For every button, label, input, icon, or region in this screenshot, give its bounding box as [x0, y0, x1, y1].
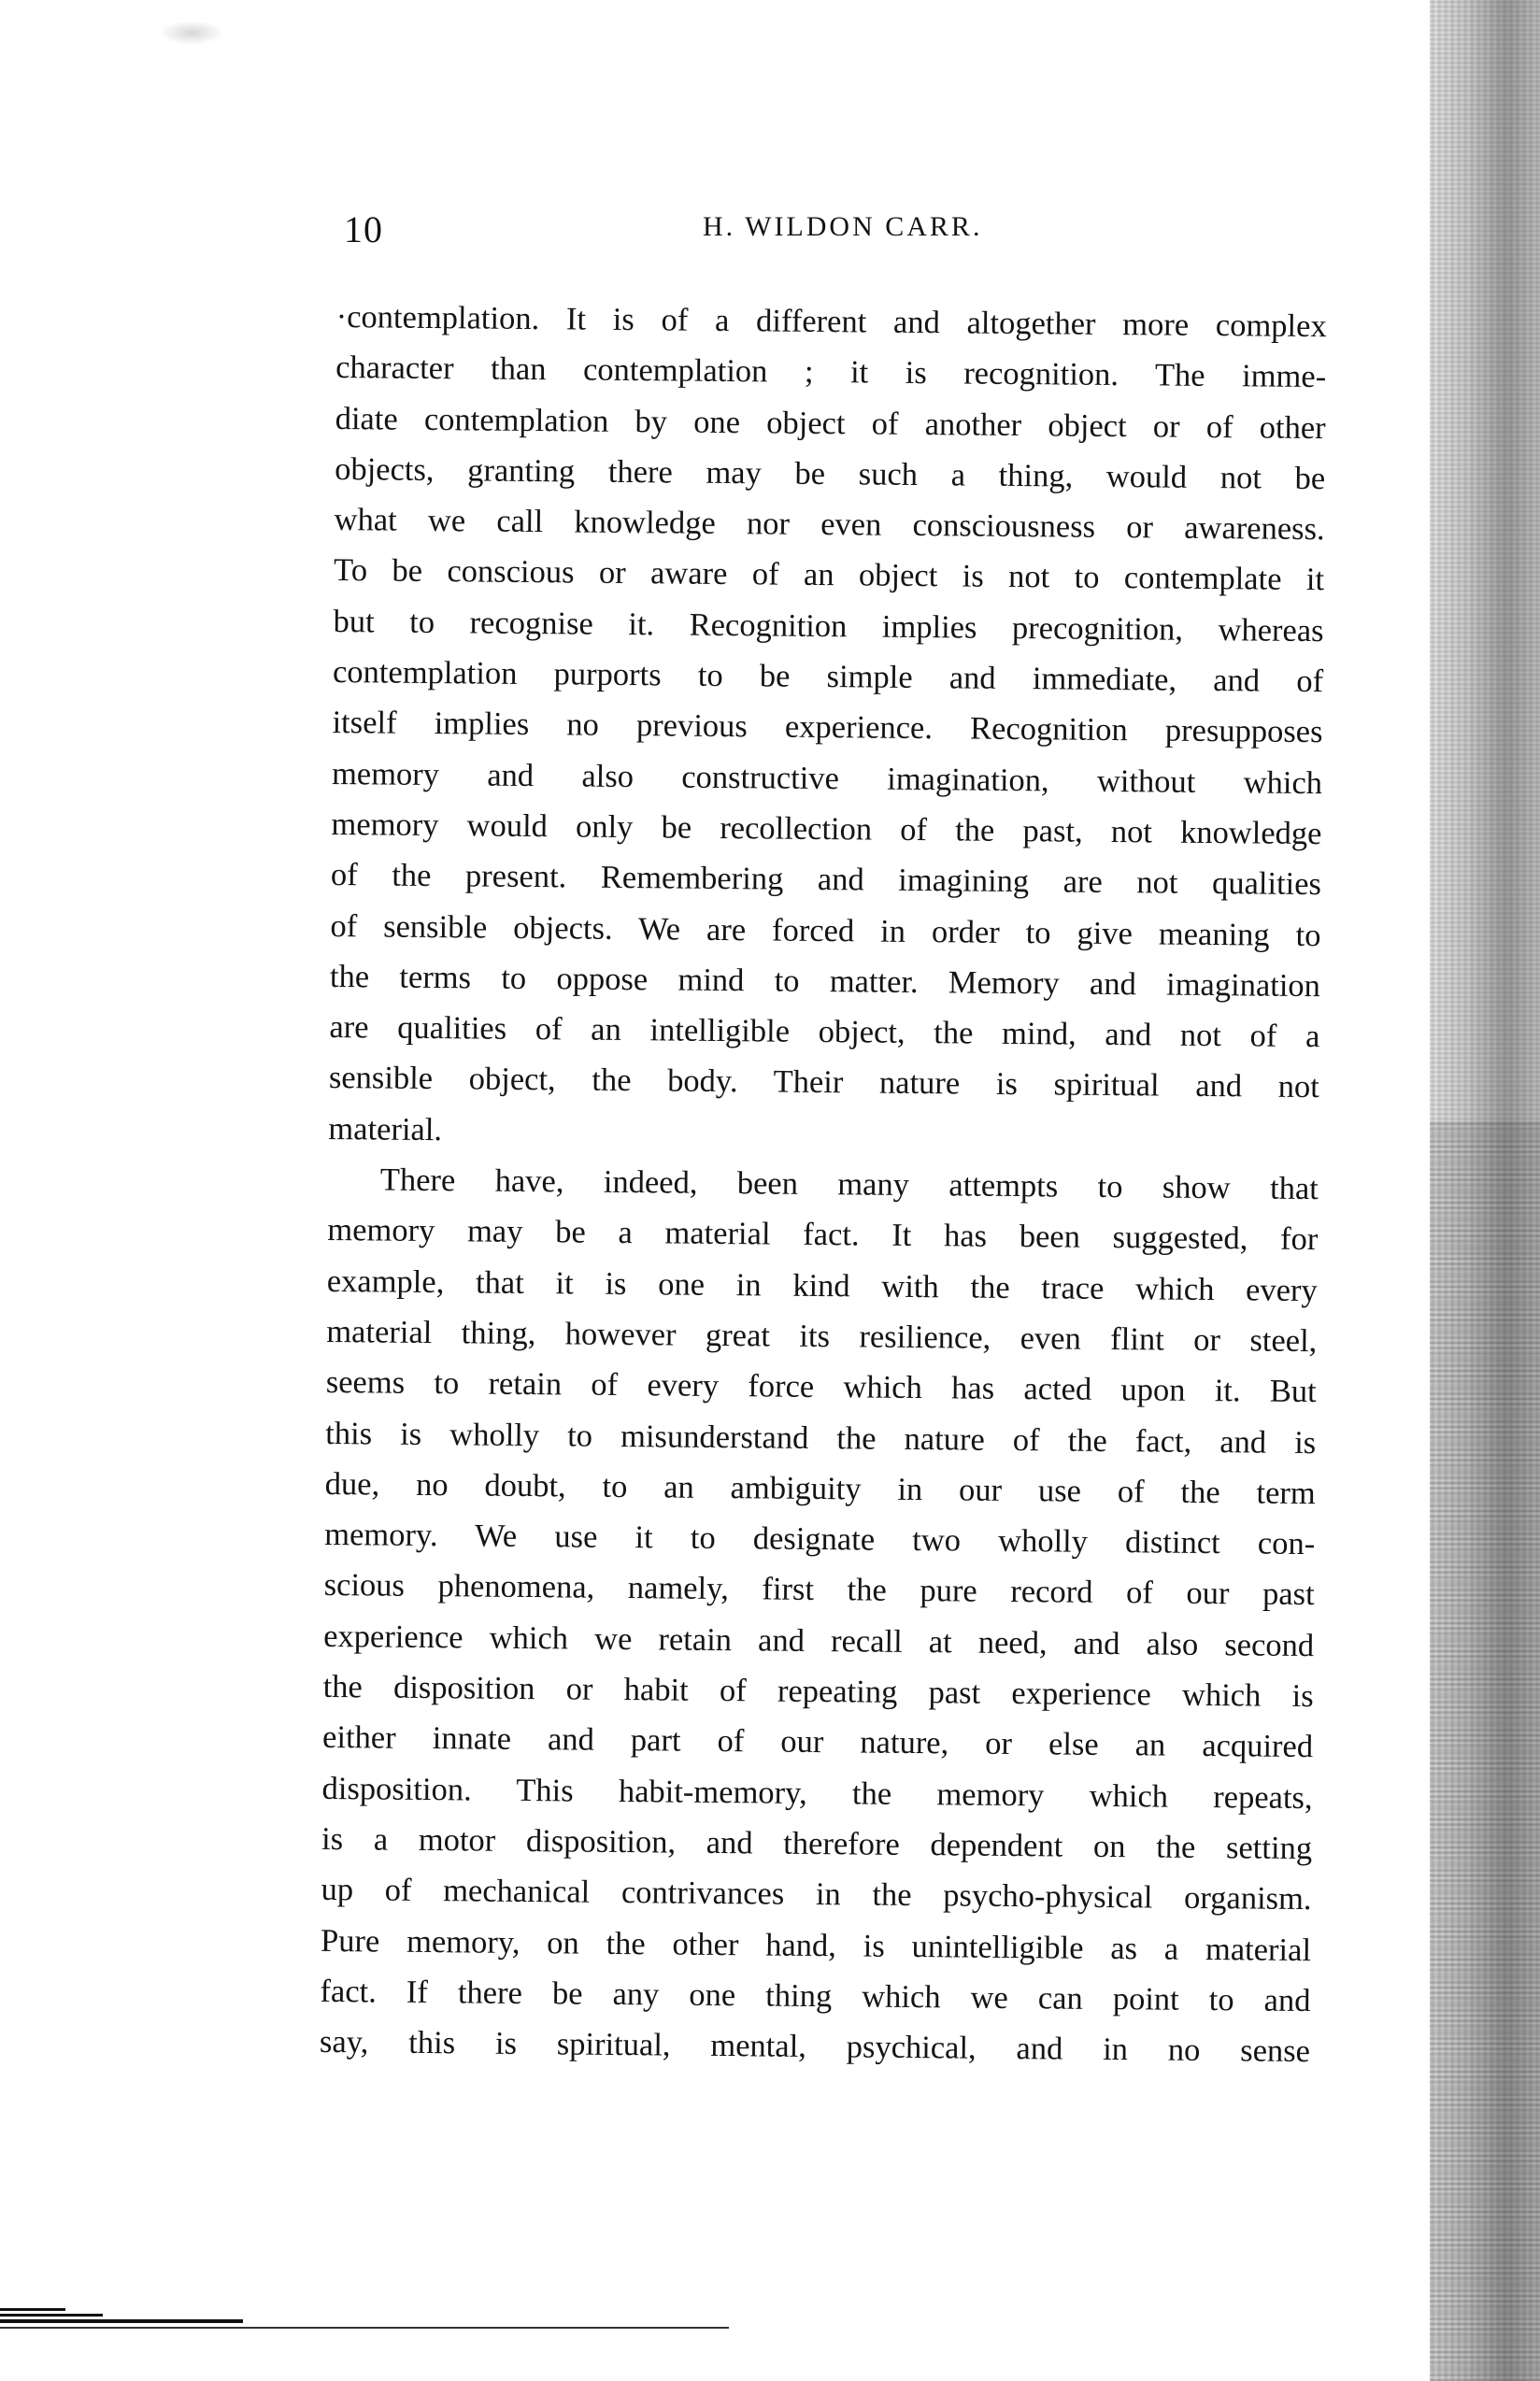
text-line: material. [328, 1110, 443, 1148]
text-line: the terms to oppose mind to matter. Memory and imagination [329, 958, 1321, 1004]
text-line: experience which we retain and recall at need, and also second [323, 1618, 1315, 1663]
text-line: itself implies no previous experience. Recognition presupposes [332, 705, 1323, 750]
text-line: disposition. This habit-memory, the memory which repeats, [321, 1770, 1313, 1816]
text-line: are qualities of an intelligible object, the mind, and not of a [329, 1009, 1320, 1055]
text-line: ·contemplation. It is of a different and altogether more complex [335, 298, 1327, 345]
text-line: is a motor disposition, and therefore dependent on the setting [321, 1820, 1313, 1867]
text-line: memory would only be recollection of the past, not knowledge [331, 806, 1322, 852]
text-line: There have, indeed, been many attempts to show that [379, 1162, 1319, 1207]
text-line: this is wholly to misunderstand the nature of the fact, and is [325, 1415, 1317, 1461]
text-line: example, that it is one in kind with the trace which every [326, 1262, 1318, 1308]
body-text [320, 292, 1327, 2076]
running-head: H. WILDON CARR. [703, 211, 983, 242]
text-line: of the present. Remembering and imagining are not qualities [330, 857, 1322, 903]
text-line: sensible object, the body. Their nature is spiritual and not [328, 1060, 1320, 1105]
text-line: To be conscious or aware of an object is not to contemplate it [333, 552, 1325, 598]
text-line: diate contemplation by one object of another object or of other [335, 400, 1326, 446]
scan-artifact-lines [0, 2306, 729, 2334]
paragraph-1 [328, 292, 1327, 1163]
text-line: the disposition or habit of repeating past experience which is [322, 1668, 1314, 1715]
text-line: either innate and part of our nature, or else an acquired [321, 1719, 1314, 1765]
scan-smudge [159, 21, 224, 45]
text-line: say, this is spiritual, mental, psychical, and in no sense [319, 2024, 1311, 2070]
paragraph-2 [320, 1154, 1319, 2076]
text-line: Pure memory, on the other hand, is unintelligible as a material [320, 1922, 1312, 1968]
text-line: contemplation purports to be simple and immediate, and of [332, 654, 1324, 700]
text-line: seems to retain of every force which has acted upon it. But [325, 1364, 1317, 1410]
text-line: of sensible objects. We are forced in order to give meaning to [330, 907, 1321, 953]
text-line: fact. If there be any one thing which we can point to and [320, 1973, 1311, 2018]
text-line: memory and also constructive imagination, without which [331, 755, 1323, 801]
text-line: scious phenomena, namely, first the pure record of our past [323, 1567, 1315, 1613]
text-line: objects, granting there may be such a thing, would not be [334, 450, 1326, 497]
text-line: but to recognise it. Recognition implies precognition, whereas [333, 603, 1324, 649]
scanned-page-edge-shadow [1430, 1121, 1540, 2381]
text-line: memory may be a material fact. It has been suggested, for [327, 1212, 1319, 1258]
text-line: character than contemplation ; it is recognition. The imme- [335, 349, 1327, 395]
text-line: up of mechanical contrivances in the psycho-physical organism. [321, 1872, 1312, 1918]
text-line: memory. We use it to designate two wholly distinct con- [324, 1517, 1316, 1562]
text-line: what we call knowledge nor even consciousness or awareness. [334, 502, 1325, 548]
page-number: 10 [344, 208, 383, 250]
text-line: due, no doubt, to an ambiguity in our use of the term [324, 1465, 1316, 1511]
text-line: material thing, however great its resilience, even flint or steel, [326, 1313, 1318, 1360]
